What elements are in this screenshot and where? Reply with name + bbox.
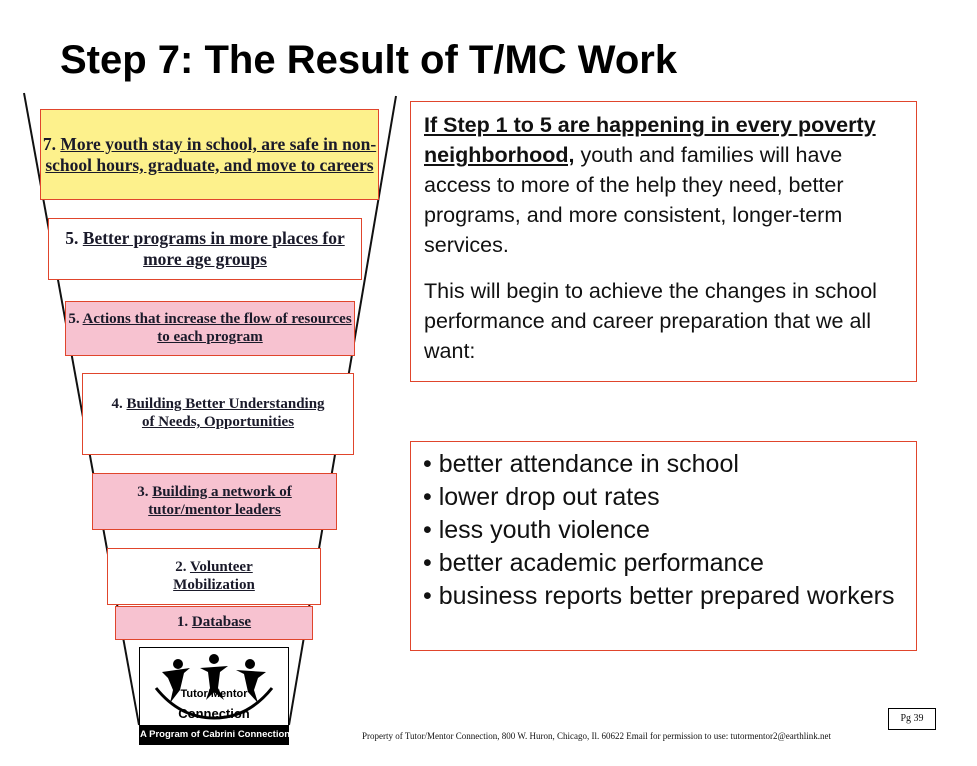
step-5-programs-number: 5. [65,228,79,249]
step-2-label: Volunteer Mobilization [173,558,255,593]
step-1-number: 1. [176,614,189,631]
step-5-resources-number: 5. [68,310,80,327]
logo-name-line2: Connection [178,706,250,721]
step-5-programs-label: Better programs in more places for more age groups [82,228,345,269]
result-paragraph-2: This will begin to achieve the changes in school performance and career preparation that we all want: [424,279,877,363]
footer-copyright: Property of Tutor/Mentor Connection, 800 W. Huron, Chicago, Il. 60622 Email for permission to use: tutormentor2@earthlink.net [362,731,831,741]
result-paragraph-1 [424,110,904,260]
step-3-box [92,473,337,530]
step-1-box [115,606,313,640]
step-7-box [40,109,379,200]
logo-name-line1: Tutor/Mentor [180,688,248,700]
step-4-number: 4. [111,396,123,413]
result-lead-text: If Step 1 to 5 are happening in every poverty neighborhood, [424,113,876,167]
step-7-number: 7. [42,133,56,154]
page-number: Pg 39 [888,708,936,730]
step-4-label: Building Better Understanding of Needs, Opportunities [126,396,325,430]
result-rest-text: youth and families will have access to more of the help they need, better programs, and more consistent, longer-term services. [424,143,844,257]
step-2-box [107,548,321,605]
step-5-resources-box [65,301,355,356]
outcomes-box [410,441,917,651]
tmc-logo [139,647,296,745]
outcome-item: • business reports better prepared workers [423,582,895,610]
logo-tagline: A Program of Cabrini Connections [140,725,288,744]
step-3-number: 3. [137,483,149,500]
step-4-box [82,373,354,455]
outcome-item: • lower drop out rates [423,483,660,511]
outcome-item: • better academic performance [423,549,764,577]
result-description-box [410,101,917,382]
step-2-number: 2. [175,558,187,575]
step-3-label: Building a network of tutor/mentor leaders [148,483,292,518]
outcome-item: • less youth violence [423,516,650,544]
outcomes-list [423,448,904,613]
page-title: Step 7: The Result of T/MC Work [60,38,678,82]
step-5-resources-label: Actions that increase the flow of resources to each program [82,310,352,345]
outcome-item: • better attendance in school [423,450,739,478]
step-1-label: Database [191,614,252,631]
step-5-programs-box [48,218,362,280]
step-7-label: More youth stay in school, are safe in non-school hours, graduate, and move to careers [45,133,377,175]
